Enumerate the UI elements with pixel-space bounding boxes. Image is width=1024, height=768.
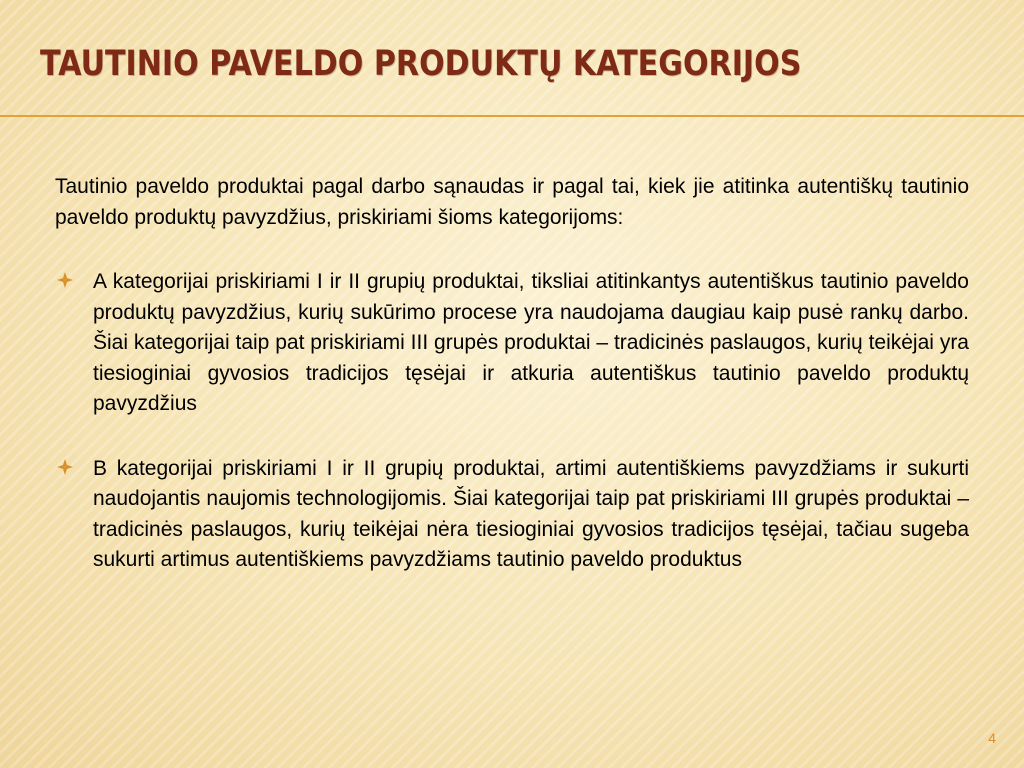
diamond-bullet-icon xyxy=(57,459,73,475)
bullet-item-a xyxy=(55,267,969,420)
diamond-bullet-icon xyxy=(57,272,73,288)
bullet-text-b: B kategorijai priskiriami I ir II grupių produktai, artimi autentiškiems pavyzdžiams ir sukurti naudojantis naujomis technologijomis. Šiai kategorijai taip pat priskiriami III grupės produktai – tradicinės paslaugos, kurių teikėjai nėra tiesioginiai gyvosios tradicijos tęsėjai, tačiau sugeba sukurti artimus autentiškiems pavyzdžiams tautinio paveldo produktus xyxy=(93,456,969,571)
slide-body xyxy=(55,172,969,610)
intro-paragraph: Tautinio paveldo produktai pagal darbo sąnaudas ir pagal tai, kiek jie atitinka autentiškų tautinio paveldo produktų pavyzdžius, priskiriami šioms kategorijoms: xyxy=(55,175,969,229)
slide-title: TAUTINIO PAVELDO PRODUKTŲ KATEGORIJOS xyxy=(40,44,802,84)
page-number: 4 xyxy=(988,730,996,746)
bullet-text-a: A kategorijai priskiriami I ir II grupių produktai, tiksliai atitinkantys autentiškus tautinio paveldo produktų pavyzdžius, kurių sukūrimo procese yra naudojama daugiau kaip pusė rankų darbo. Šiai kategorijai taip pat priskiriami III grupės produktai – tradicinės paslaugos, kurių teikėjai yra tiesioginiai gyvosios tradicijos tęsėjai ir atkuria autentiškus tautinio paveldo produktų pavyzdžius xyxy=(93,270,969,415)
title-divider xyxy=(0,115,1024,117)
bullet-item-b xyxy=(55,454,969,576)
